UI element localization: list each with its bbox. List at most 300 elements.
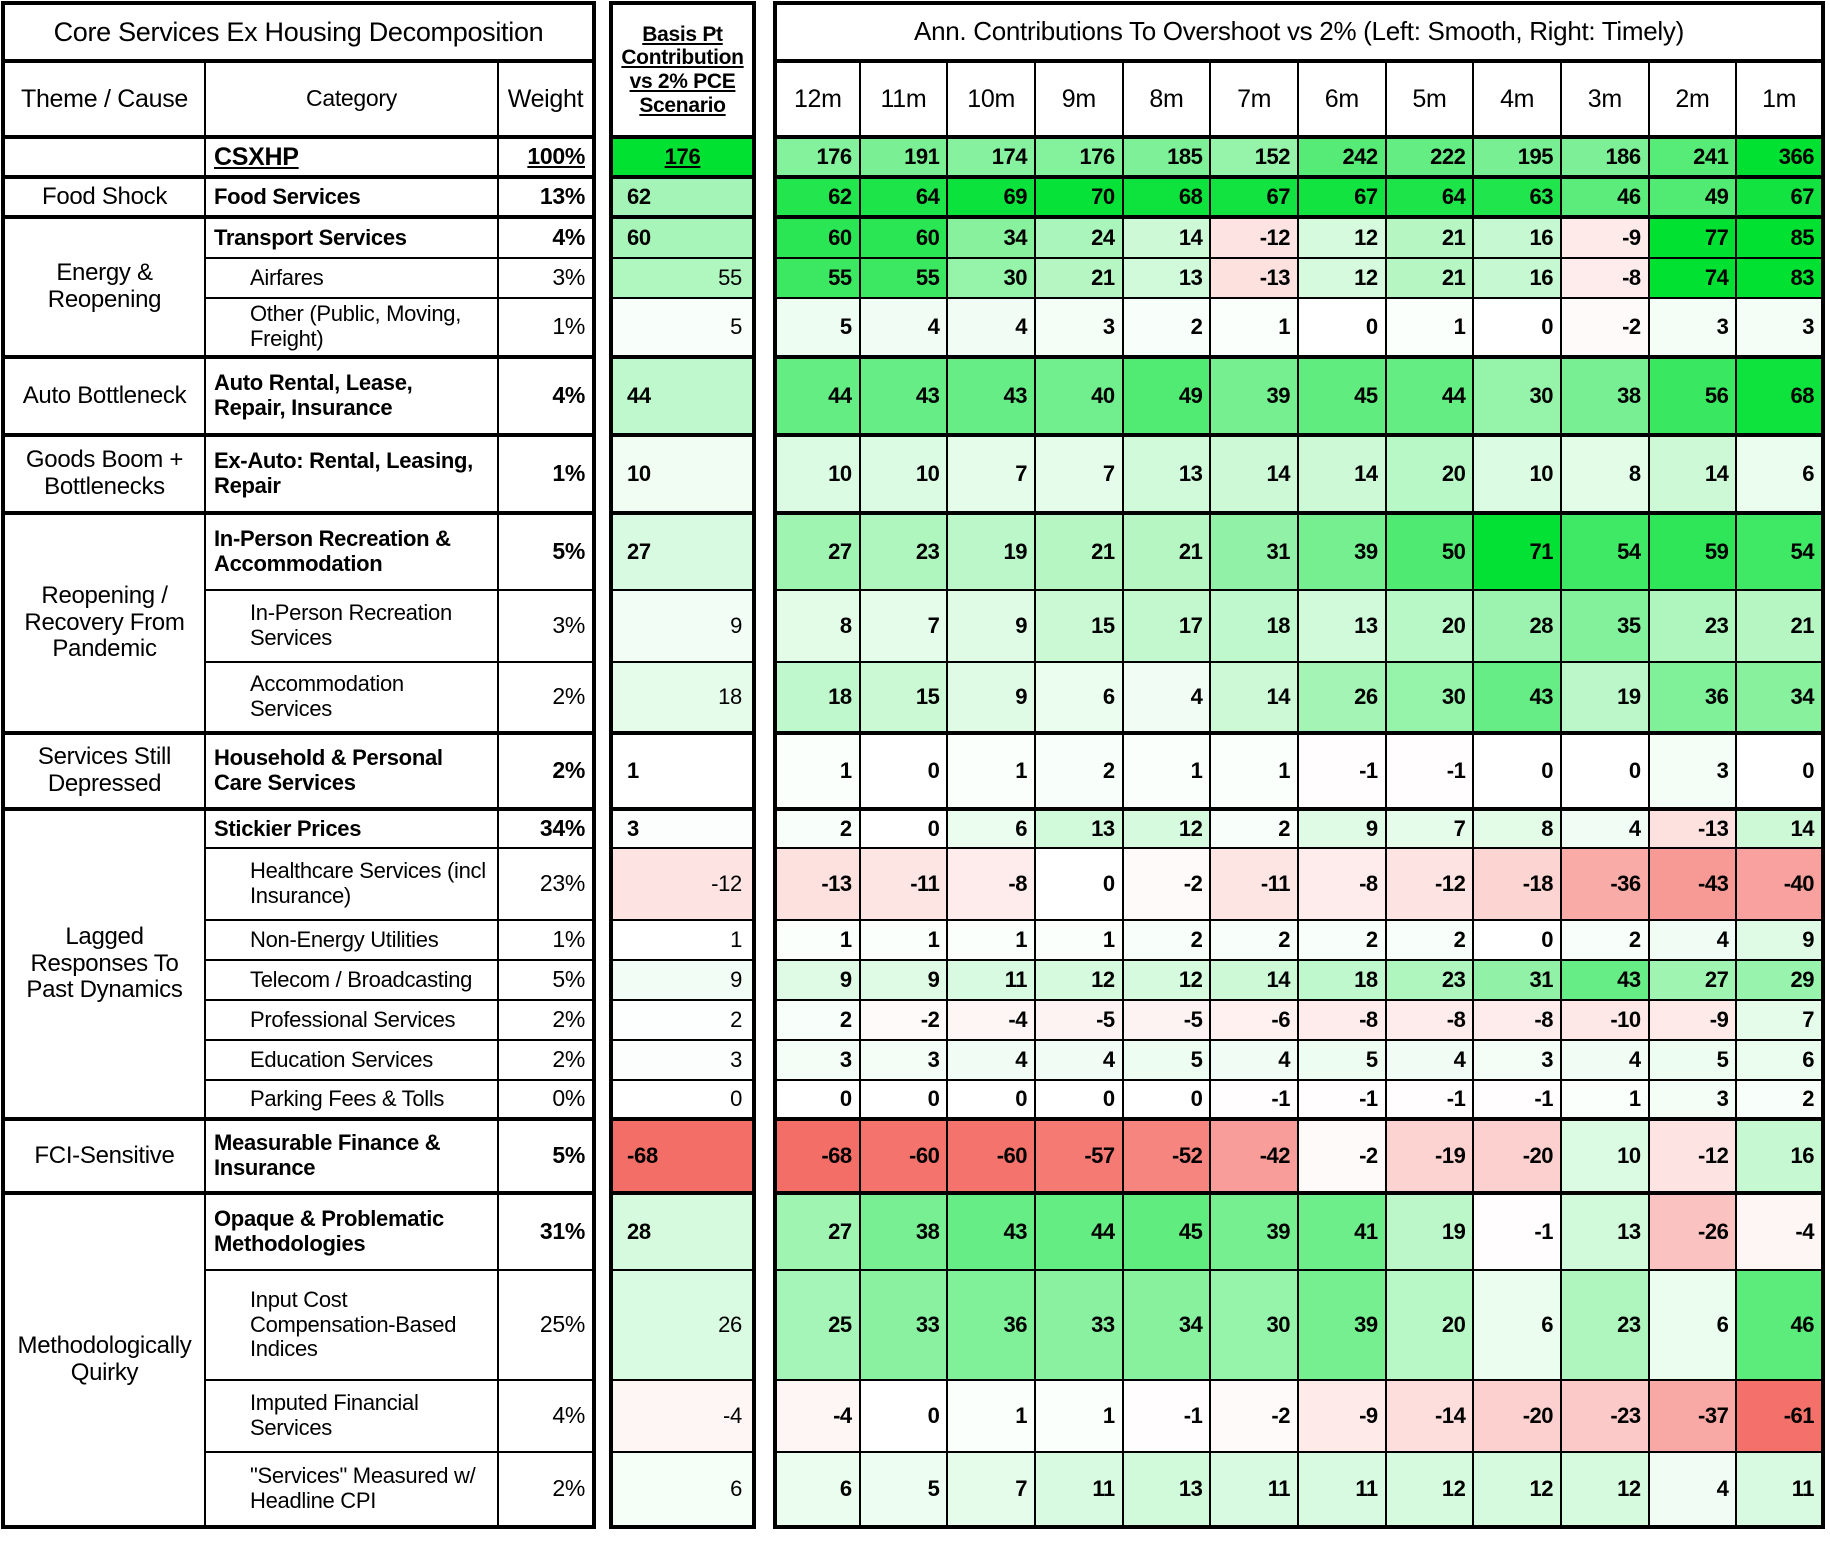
value-cell: 9 [948,663,1036,735]
basis-cell: 9 [609,961,756,1001]
value-cell: -2 [1562,299,1650,359]
value-cell: 0 [1737,735,1825,811]
value-cell: 3 [773,1041,861,1081]
category-cell: Telecom / Broadcasting [206,961,499,1001]
value-cell: 9 [773,961,861,1001]
value-cell: 6 [1036,663,1124,735]
value-cell: -5 [1124,1001,1212,1041]
value-cell: 8 [1474,811,1562,849]
value-cell: 5 [1299,1041,1387,1081]
weight-cell: 4% [499,219,596,259]
value-cell: -18 [1474,849,1562,921]
value-cell: 38 [1562,359,1650,437]
value-cell: -26 [1650,1195,1738,1271]
value-cell: 15 [861,663,949,735]
value-cell: 21 [1387,259,1475,299]
value-cell: 4 [1650,1453,1738,1529]
category-cell: Accommodation Services [206,663,499,735]
value-cell: -40 [1737,849,1825,921]
month-header: 2m [1650,63,1738,139]
value-cell: 38 [861,1195,949,1271]
value-cell: 9 [1737,921,1825,961]
value-cell: 2 [1036,735,1124,811]
basis-cell: 55 [609,259,756,299]
value-cell: 0 [1474,735,1562,811]
value-cell: 2 [1299,921,1387,961]
value-cell: 39 [1299,1271,1387,1381]
value-cell: 3 [861,1041,949,1081]
value-cell: 6 [1737,437,1825,515]
value-cell: -57 [1036,1121,1124,1195]
value-cell: 14 [1211,961,1299,1001]
value-cell: 21 [1036,515,1124,591]
basis-cell: 0 [609,1081,756,1121]
weight-cell: 2% [499,1453,596,1529]
value-cell: 16 [1474,219,1562,259]
value-cell: 39 [1299,515,1387,591]
value-cell: -2 [1299,1121,1387,1195]
value-cell: 0 [861,1081,949,1121]
value-cell: -1 [1211,1081,1299,1121]
value-cell: 77 [1650,219,1738,259]
value-cell: 21 [1387,219,1475,259]
value-cell: 12 [1299,219,1387,259]
value-cell: 54 [1737,515,1825,591]
value-cell: 50 [1387,515,1475,591]
value-cell: 40 [1036,359,1124,437]
value-cell: 13 [1562,1195,1650,1271]
value-cell: 21 [1036,259,1124,299]
category-cell: Transport Services [206,219,499,259]
value-cell: 35 [1562,591,1650,663]
category-cell: Ex-Auto: Rental, Leasing, Repair [206,437,499,515]
value-cell: 366 [1737,139,1825,179]
value-cell: 4 [861,299,949,359]
weight-cell: 3% [499,591,596,663]
value-cell: 195 [1474,139,1562,179]
value-cell: 67 [1299,179,1387,219]
value-cell: 0 [948,1081,1036,1121]
value-cell: -8 [948,849,1036,921]
value-cell: 4 [1650,921,1738,961]
value-cell: 69 [948,179,1036,219]
value-cell: -14 [1387,1381,1475,1453]
value-cell: -60 [948,1121,1036,1195]
value-cell: 174 [948,139,1036,179]
value-cell: 56 [1650,359,1738,437]
basis-cell: 44 [609,359,756,437]
value-cell: -1 [1474,1195,1562,1271]
value-cell: 33 [1036,1271,1124,1381]
value-cell: 6 [1737,1041,1825,1081]
value-cell: 31 [1474,961,1562,1001]
value-cell: -1 [1387,1081,1475,1121]
category-cell: Measurable Finance & Insurance [206,1121,499,1195]
weight-cell: 5% [499,961,596,1001]
value-cell: 83 [1737,259,1825,299]
value-cell: 45 [1299,359,1387,437]
value-cell: 191 [861,139,949,179]
value-cell: 43 [1562,961,1650,1001]
basis-cell: 6 [609,1453,756,1529]
value-cell: 1 [1036,1381,1124,1453]
category-cell: In-Person Recreation & Accommodation [206,515,499,591]
value-cell: -19 [1387,1121,1475,1195]
value-cell: 2 [773,811,861,849]
category-cell: Opaque & Problematic Methodologies [206,1195,499,1271]
value-cell: 10 [1474,437,1562,515]
value-cell: -9 [1299,1381,1387,1453]
value-cell: -13 [1211,259,1299,299]
value-cell: 13 [1036,811,1124,849]
value-cell: 21 [1124,515,1212,591]
value-cell: 9 [861,961,949,1001]
value-cell: 3 [1650,735,1738,811]
basis-cell: 1 [609,921,756,961]
weight-cell: 2% [499,663,596,735]
value-cell: 13 [1124,437,1212,515]
value-cell: 23 [1387,961,1475,1001]
value-cell: 12 [1036,961,1124,1001]
weight-cell: 2% [499,735,596,811]
value-cell: 36 [948,1271,1036,1381]
value-cell: 63 [1474,179,1562,219]
value-cell: 30 [1211,1271,1299,1381]
value-cell: -13 [1650,811,1738,849]
col-header-category: Category [206,63,499,139]
value-cell: 71 [1474,515,1562,591]
value-cell: 13 [1124,1453,1212,1529]
basis-cell: -12 [609,849,756,921]
value-cell: 4 [948,1041,1036,1081]
theme-cell: Services Still Depressed [1,735,206,811]
value-cell: 1 [948,921,1036,961]
month-header: 5m [1387,63,1475,139]
basis-cell: 27 [609,515,756,591]
value-cell: 3 [1036,299,1124,359]
value-cell: -4 [1737,1195,1825,1271]
value-cell: -11 [861,849,949,921]
value-cell: 3 [1474,1041,1562,1081]
value-cell: -36 [1562,849,1650,921]
value-cell: 34 [1737,663,1825,735]
value-cell: 0 [1036,1081,1124,1121]
value-cell: 8 [1562,437,1650,515]
value-cell: 9 [948,591,1036,663]
value-cell: 4 [1562,811,1650,849]
value-cell: 55 [773,259,861,299]
value-cell: 9 [1299,811,1387,849]
value-cell: 20 [1387,591,1475,663]
category-cell: CSXHP [206,139,499,179]
value-cell: 49 [1650,179,1738,219]
value-cell: 68 [1737,359,1825,437]
value-cell: 49 [1124,359,1212,437]
value-cell: -2 [861,1001,949,1041]
value-cell: 21 [1737,591,1825,663]
weight-cell: 0% [499,1081,596,1121]
value-cell: 24 [1036,219,1124,259]
month-header: 8m [1124,63,1212,139]
month-header: 7m [1211,63,1299,139]
value-cell: 2 [1737,1081,1825,1121]
value-cell: -1 [1299,735,1387,811]
category-cell: Other (Public, Moving, Freight) [206,299,499,359]
basis-cell: 28 [609,1195,756,1271]
category-cell: Parking Fees & Tolls [206,1081,499,1121]
value-cell: 4 [1211,1041,1299,1081]
value-cell: 55 [861,259,949,299]
theme-cell: Food Shock [1,179,206,219]
value-cell: 7 [948,437,1036,515]
value-cell: 17 [1124,591,1212,663]
value-cell: 8 [773,591,861,663]
value-cell: 26 [1299,663,1387,735]
value-cell: -2 [1211,1381,1299,1453]
value-cell: 4 [1562,1041,1650,1081]
category-cell: "Services" Measured w/ Headline CPI [206,1453,499,1529]
value-cell: 54 [1562,515,1650,591]
value-cell: -1 [1387,735,1475,811]
value-cell: 4 [1036,1041,1124,1081]
value-cell: 59 [1650,515,1738,591]
value-cell: 11 [1299,1453,1387,1529]
theme-cell [1,139,206,179]
category-cell: Food Services [206,179,499,219]
value-cell: 16 [1737,1121,1825,1195]
col-header-weight: Weight [499,63,596,139]
category-cell: Stickier Prices [206,811,499,849]
category-cell: Input Cost Compensation-Based Indices [206,1271,499,1381]
value-cell: 7 [1737,1001,1825,1041]
basis-cell: 3 [609,1041,756,1081]
category-cell: Healthcare Services (incl Insurance) [206,849,499,921]
value-cell: -8 [1299,849,1387,921]
month-header: 12m [773,63,861,139]
value-cell: 43 [861,359,949,437]
value-cell: 11 [1036,1453,1124,1529]
value-cell: 16 [1474,259,1562,299]
value-cell: 13 [1299,591,1387,663]
decomposition-table [1,1,1825,1529]
value-cell: 0 [861,735,949,811]
value-cell: 12 [1299,259,1387,299]
value-cell: 6 [773,1453,861,1529]
value-cell: 2 [1211,811,1299,849]
value-cell: 152 [1211,139,1299,179]
value-cell: 45 [1124,1195,1212,1271]
value-cell: 5 [1124,1041,1212,1081]
value-cell: 4 [1124,663,1212,735]
basis-cell: 5 [609,299,756,359]
weight-cell: 25% [499,1271,596,1381]
value-cell: -20 [1474,1121,1562,1195]
value-cell: 7 [1036,437,1124,515]
value-cell: 30 [1387,663,1475,735]
value-cell: -52 [1124,1121,1212,1195]
basis-cell: 60 [609,219,756,259]
basis-cell: 3 [609,811,756,849]
value-cell: 7 [948,1453,1036,1529]
value-cell: 62 [773,179,861,219]
weight-cell: 1% [499,437,596,515]
value-cell: 3 [1650,299,1738,359]
value-cell: 5 [1650,1041,1738,1081]
value-cell: -37 [1650,1381,1738,1453]
value-cell: 31 [1211,515,1299,591]
category-cell: Auto Rental, Lease, Repair, Insurance [206,359,499,437]
value-cell: 0 [861,811,949,849]
weight-cell: 31% [499,1195,596,1271]
category-cell: Household & Personal Care Services [206,735,499,811]
basis-cell: -68 [609,1121,756,1195]
month-header: 6m [1299,63,1387,139]
value-cell: 64 [861,179,949,219]
value-cell: 186 [1562,139,1650,179]
weight-cell: 3% [499,259,596,299]
weight-cell: 100% [499,139,596,179]
value-cell: 30 [1474,359,1562,437]
value-cell: 46 [1562,179,1650,219]
value-cell: 3 [1737,299,1825,359]
value-cell: 0 [773,1081,861,1121]
value-cell: 14 [1299,437,1387,515]
value-cell: -12 [1211,219,1299,259]
value-cell: 19 [1562,663,1650,735]
value-cell: -23 [1562,1381,1650,1453]
value-cell: 20 [1387,437,1475,515]
theme-cell: Reopening / Recovery From Pandemic [1,515,206,735]
value-cell: 1 [861,921,949,961]
value-cell: 12 [1124,961,1212,1001]
value-cell: -42 [1211,1121,1299,1195]
value-cell: 19 [1387,1195,1475,1271]
month-header: 9m [1036,63,1124,139]
value-cell: 39 [1211,359,1299,437]
category-cell: In-Person Recreation Services [206,591,499,663]
weight-cell: 23% [499,849,596,921]
value-cell: 176 [1036,139,1124,179]
value-cell: -60 [861,1121,949,1195]
value-cell: 2 [1211,921,1299,961]
theme-cell: Energy & Reopening [1,219,206,359]
value-cell: -9 [1650,1001,1738,1041]
value-cell: 28 [1474,591,1562,663]
value-cell: 176 [773,139,861,179]
value-cell: -8 [1387,1001,1475,1041]
value-cell: -1 [1124,1381,1212,1453]
value-cell: -12 [1387,849,1475,921]
value-cell: 4 [1387,1041,1475,1081]
value-cell: 29 [1737,961,1825,1001]
value-cell: 43 [1474,663,1562,735]
theme-cell: FCI-Sensitive [1,1121,206,1195]
value-cell: 12 [1387,1453,1475,1529]
value-cell: -43 [1650,849,1738,921]
value-cell: 30 [948,259,1036,299]
value-cell: 10 [861,437,949,515]
weight-cell: 4% [499,359,596,437]
value-cell: -12 [1650,1121,1738,1195]
value-cell: 18 [1211,591,1299,663]
value-cell: 1 [773,921,861,961]
value-cell: 2 [1387,921,1475,961]
value-cell: 27 [773,515,861,591]
value-cell: 27 [1650,961,1738,1001]
weight-cell: 1% [499,921,596,961]
category-cell: Non-Energy Utilities [206,921,499,961]
value-cell: 19 [948,515,1036,591]
value-cell: 1 [948,735,1036,811]
value-cell: 10 [1562,1121,1650,1195]
value-cell: -9 [1562,219,1650,259]
value-cell: 12 [1562,1453,1650,1529]
value-cell: 5 [861,1453,949,1529]
value-cell: 1 [1211,735,1299,811]
value-cell: 2 [773,1001,861,1041]
col-header-theme: Theme / Cause [1,63,206,139]
value-cell: 36 [1650,663,1738,735]
value-cell: 222 [1387,139,1475,179]
value-cell: 43 [948,359,1036,437]
value-cell: 34 [948,219,1036,259]
value-cell: 11 [1737,1453,1825,1529]
month-header: 11m [861,63,949,139]
month-header: 3m [1562,63,1650,139]
value-cell: 27 [773,1195,861,1271]
value-cell: 1 [1211,299,1299,359]
table-gap [756,1,773,1529]
value-cell: 60 [861,219,949,259]
category-cell: Professional Services [206,1001,499,1041]
value-cell: 67 [1737,179,1825,219]
value-cell: 68 [1124,179,1212,219]
value-cell: -4 [948,1001,1036,1041]
value-cell: 14 [1124,219,1212,259]
basis-cell: 10 [609,437,756,515]
basis-cell: 1 [609,735,756,811]
theme-cell: Methodologically Quirky [1,1195,206,1529]
basis-cell: 176 [609,139,756,179]
value-cell: 4 [948,299,1036,359]
category-cell: Imputed Financial Services [206,1381,499,1453]
value-cell: -8 [1562,259,1650,299]
value-cell: 23 [1562,1271,1650,1381]
value-cell: -61 [1737,1381,1825,1453]
value-cell: -2 [1124,849,1212,921]
category-cell: Education Services [206,1041,499,1081]
value-cell: 44 [1036,1195,1124,1271]
weight-cell: 5% [499,1121,596,1195]
value-cell: 6 [948,811,1036,849]
value-cell: 1 [1562,1081,1650,1121]
value-cell: 1 [1387,299,1475,359]
value-cell: 6 [1474,1271,1562,1381]
value-cell: 18 [1299,961,1387,1001]
value-cell: 14 [1211,663,1299,735]
theme-cell: Goods Boom + Bottlenecks [1,437,206,515]
value-cell: -11 [1211,849,1299,921]
month-header: 4m [1474,63,1562,139]
value-cell: 1 [1036,921,1124,961]
value-cell: 7 [1387,811,1475,849]
value-cell: -8 [1299,1001,1387,1041]
value-cell: 3 [1650,1081,1738,1121]
value-cell: 64 [1387,179,1475,219]
basis-column-header: Basis Pt Contribution vs 2% PCE Scenario [609,1,756,139]
value-cell: 2 [1124,921,1212,961]
value-cell: 60 [773,219,861,259]
